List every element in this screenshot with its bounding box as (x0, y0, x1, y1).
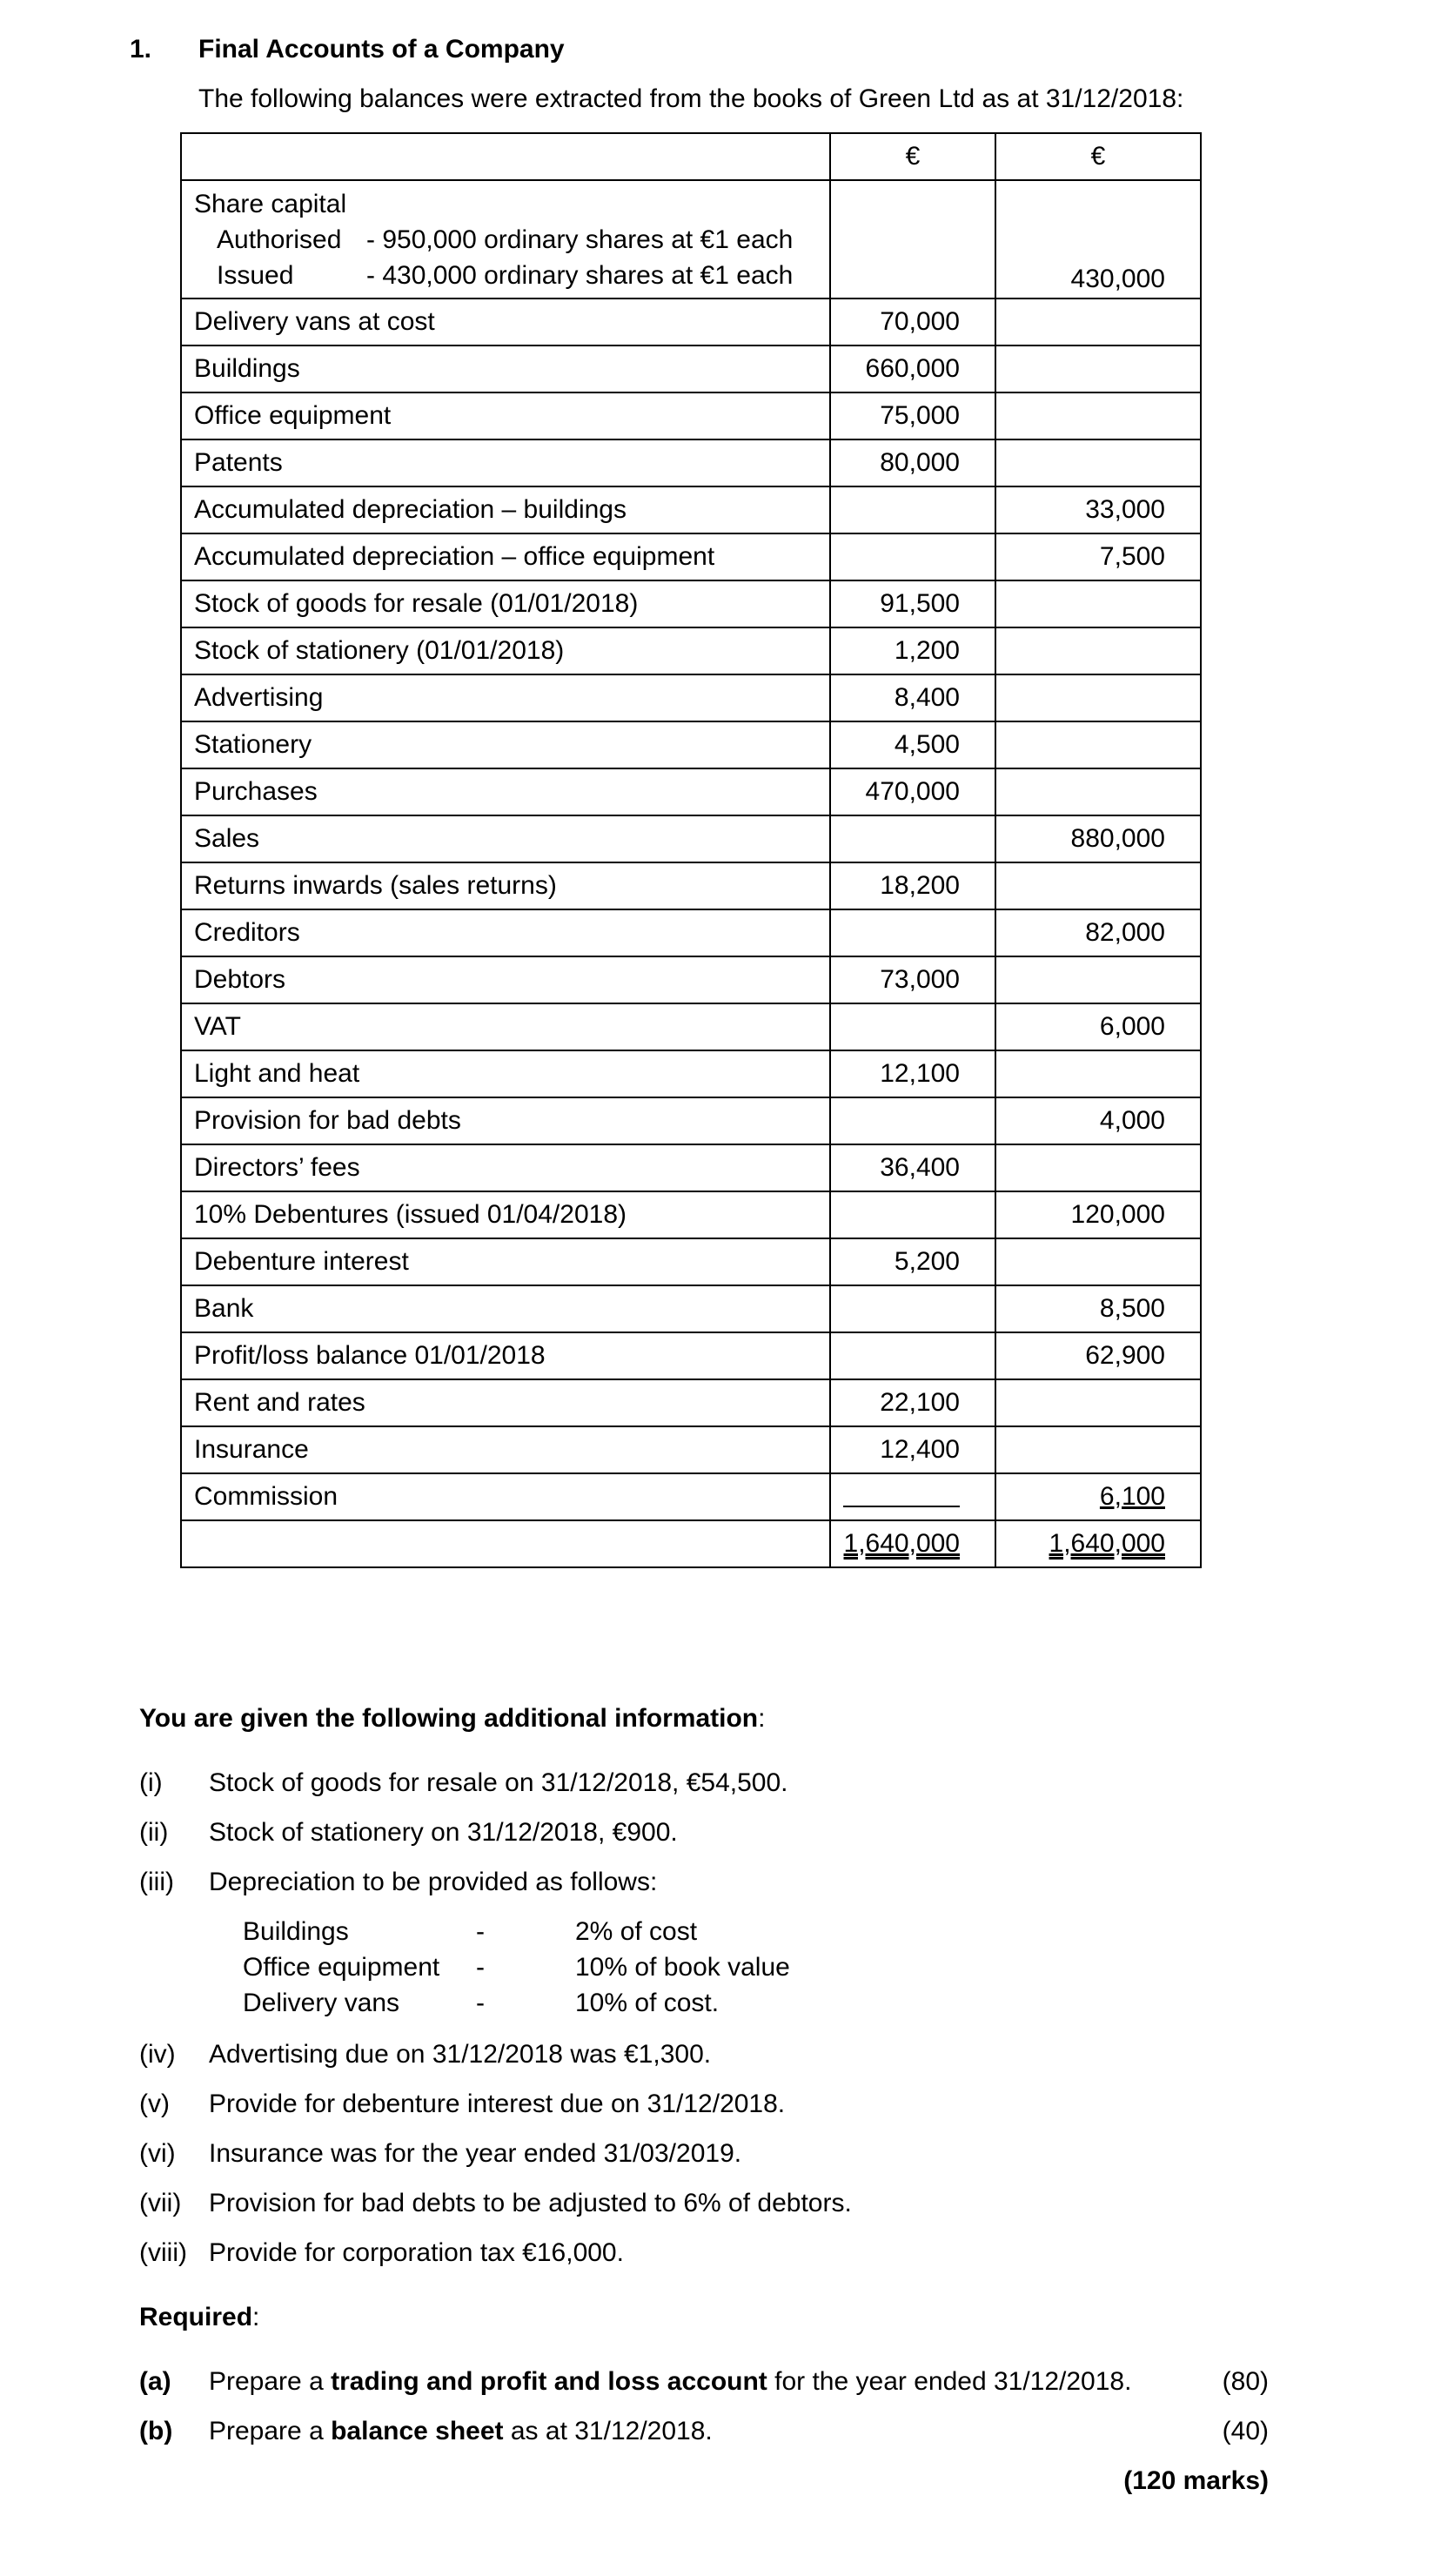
commission-row (181, 1473, 1201, 1520)
row-credit (995, 345, 1201, 392)
share-issued-value: - 430,000 ordinary shares at €1 each (366, 261, 794, 290)
table-row (181, 1003, 1201, 1050)
row-debit: 12,400 (830, 1426, 995, 1473)
row-credit (995, 721, 1201, 768)
depreciation-asset: Delivery vans (243, 1989, 400, 2017)
row-credit (995, 862, 1201, 909)
row-credit (995, 768, 1201, 815)
row-desc: Stationery (181, 721, 830, 768)
row-desc: Debtors (181, 956, 830, 1003)
required-a-bold: trading and profit and loss account (331, 2367, 767, 2396)
depreciation-dash: - (476, 1953, 485, 1982)
list-item-num: (iv) (139, 2040, 176, 2069)
list-item (139, 2040, 711, 2070)
required-a-label: (a) (139, 2367, 171, 2396)
row-debit (830, 1003, 995, 1050)
row-credit: 6,000 (995, 1003, 1201, 1050)
required-a-marks: (80) (1222, 2367, 1269, 2396)
row-debit (830, 1097, 995, 1144)
required-b-label: (b) (139, 2417, 173, 2445)
header-currency-dr: € (830, 133, 995, 180)
row-debit (830, 533, 995, 580)
list-item (139, 2238, 624, 2268)
total-marks: (120 marks) (1123, 2466, 1269, 2495)
commission-dr (830, 1473, 995, 1520)
row-debit: 18,200 (830, 862, 995, 909)
share-capital-cr: 430,000 (995, 180, 1201, 299)
table-row (181, 768, 1201, 815)
row-debit (830, 909, 995, 956)
table-row (181, 1285, 1201, 1332)
row-credit (995, 1426, 1201, 1473)
share-capital-dr (830, 180, 995, 299)
row-debit: 91,500 (830, 580, 995, 627)
required-heading-colon: : (252, 2303, 260, 2331)
share-authorised-key: Authorised (217, 225, 342, 254)
row-debit (830, 486, 995, 533)
row-credit (995, 299, 1201, 345)
depreciation-row (243, 1917, 697, 1947)
table-row (181, 956, 1201, 1003)
required-a-post: for the year ended 31/12/2018. (767, 2367, 1132, 2396)
trial-balance-table (180, 132, 1202, 1568)
table-row (181, 1238, 1201, 1285)
list-item-text: Depreciation to be provided as follows: (209, 1868, 658, 1896)
table-row (181, 815, 1201, 862)
row-credit (995, 1379, 1201, 1426)
row-debit: 75,000 (830, 392, 995, 439)
additional-heading-colon: : (758, 1704, 766, 1733)
row-desc: Sales (181, 815, 830, 862)
required-item-a (139, 2367, 1131, 2397)
row-debit: 22,100 (830, 1379, 995, 1426)
list-item (139, 1868, 657, 1897)
row-desc: Buildings (181, 345, 830, 392)
depreciation-asset: Office equipment (243, 1953, 440, 1982)
header-currency-cr: € (995, 133, 1201, 180)
additional-heading-text: You are given the following additional information (139, 1704, 759, 1733)
row-credit (995, 439, 1201, 486)
table-row (181, 862, 1201, 909)
row-debit: 1,200 (830, 627, 995, 674)
row-desc: Debenture interest (181, 1238, 830, 1285)
list-item (139, 2189, 852, 2218)
row-debit: 80,000 (830, 439, 995, 486)
share-capital-row (181, 180, 1201, 299)
depreciation-row (243, 1989, 719, 2018)
list-item (139, 1768, 787, 1798)
row-credit: 33,000 (995, 486, 1201, 533)
row-desc: Delivery vans at cost (181, 299, 830, 345)
required-a-pre: Prepare a (209, 2367, 332, 2396)
share-capital-label: Share capital (194, 190, 347, 218)
list-item-num: (i) (139, 1768, 163, 1797)
row-credit: 62,900 (995, 1332, 1201, 1379)
row-desc: Office equipment (181, 392, 830, 439)
list-item-text: Provide for debenture interest due on 31/12/2018. (209, 2090, 786, 2118)
table-row (181, 721, 1201, 768)
list-item (139, 2139, 741, 2169)
commission-cr-value: 6,100 (1099, 1482, 1165, 1511)
list-item (139, 1818, 678, 1848)
row-desc: Light and heat (181, 1050, 830, 1097)
required-b-bold: balance sheet (331, 2417, 504, 2445)
list-item-text: Stock of stationery on 31/12/2018, €900. (209, 1818, 678, 1847)
row-desc: Accumulated depreciation – office equipment (181, 533, 830, 580)
depreciation-dash: - (476, 1917, 485, 1946)
row-desc: Purchases (181, 768, 830, 815)
row-credit: 880,000 (995, 815, 1201, 862)
row-debit (830, 1332, 995, 1379)
row-debit: 4,500 (830, 721, 995, 768)
row-debit (830, 815, 995, 862)
list-item-num: (ii) (139, 1818, 169, 1847)
share-capital-desc (181, 180, 830, 299)
list-item-text: Provision for bad debts to be adjusted to 6% of debtors. (209, 2189, 852, 2217)
list-item-text: Stock of goods for resale on 31/12/2018, €54,500. (209, 1768, 788, 1797)
row-credit (995, 627, 1201, 674)
list-item-text: Advertising due on 31/12/2018 was €1,300. (209, 2040, 712, 2069)
commission-cr (995, 1473, 1201, 1520)
additional-heading (139, 1704, 765, 1734)
list-item (139, 2090, 785, 2119)
row-desc: Profit/loss balance 01/01/2018 (181, 1332, 830, 1379)
row-desc: Stock of goods for resale (01/01/2018) (181, 580, 830, 627)
table-row (181, 1097, 1201, 1144)
header-blank (181, 133, 830, 180)
share-authorised-line (194, 222, 817, 258)
table-header-row (181, 133, 1201, 180)
table-row (181, 1332, 1201, 1379)
depreciation-rate: 10% of cost. (575, 1989, 720, 2017)
row-credit (995, 392, 1201, 439)
row-credit (995, 1238, 1201, 1285)
list-item-num: (vii) (139, 2189, 182, 2217)
table-row (181, 439, 1201, 486)
row-credit: 82,000 (995, 909, 1201, 956)
depreciation-dash: - (476, 1989, 485, 2017)
row-desc: Stock of stationery (01/01/2018) (181, 627, 830, 674)
row-debit: 470,000 (830, 768, 995, 815)
row-desc: Creditors (181, 909, 830, 956)
row-debit: 5,200 (830, 1238, 995, 1285)
table-row (181, 486, 1201, 533)
commission-desc: Commission (181, 1473, 830, 1520)
list-item-num: (iii) (139, 1868, 174, 1896)
list-item-text: Insurance was for the year ended 31/03/2019. (209, 2139, 742, 2168)
row-debit: 660,000 (830, 345, 995, 392)
row-credit: 4,000 (995, 1097, 1201, 1144)
depreciation-rate: 2% of cost (575, 1917, 698, 1946)
question-number: 1. (130, 35, 152, 64)
totals-cr (995, 1520, 1201, 1567)
share-issued-key: Issued (217, 261, 294, 290)
row-credit: 7,500 (995, 533, 1201, 580)
required-b-post: as at 31/12/2018. (503, 2417, 713, 2445)
list-item-num: (viii) (139, 2238, 187, 2267)
share-issued-line (194, 258, 817, 293)
table-row (181, 533, 1201, 580)
depreciation-rate: 10% of book value (575, 1953, 790, 1982)
row-debit: 70,000 (830, 299, 995, 345)
totals-dr-value: 1,640,000 (843, 1529, 960, 1558)
row-credit (995, 1144, 1201, 1191)
row-credit (995, 1050, 1201, 1097)
share-authorised-value: - 950,000 ordinary shares at €1 each (366, 225, 794, 254)
table-row (181, 909, 1201, 956)
required-b-marks: (40) (1222, 2417, 1269, 2445)
row-credit (995, 674, 1201, 721)
required-b-pre: Prepare a (209, 2417, 332, 2445)
table-row (181, 299, 1201, 345)
depreciation-row (243, 1953, 790, 1982)
row-desc: Bank (181, 1285, 830, 1332)
row-desc: Advertising (181, 674, 830, 721)
row-desc: Insurance (181, 1426, 830, 1473)
table-row (181, 1050, 1201, 1097)
table-row (181, 1191, 1201, 1238)
table-row (181, 1144, 1201, 1191)
row-credit (995, 956, 1201, 1003)
row-desc: 10% Debentures (issued 01/04/2018) (181, 1191, 830, 1238)
row-desc: Returns inwards (sales returns) (181, 862, 830, 909)
question-intro: The following balances were extracted from the books of Green Ltd as at 31/12/2018: (198, 84, 1184, 113)
list-item-text: Provide for corporation tax €16,000. (209, 2238, 624, 2267)
row-credit: 120,000 (995, 1191, 1201, 1238)
totals-desc (181, 1520, 830, 1567)
table-row (181, 627, 1201, 674)
required-heading-text: Required (139, 2303, 253, 2331)
totals-dr (830, 1520, 995, 1567)
table-row (181, 1426, 1201, 1473)
row-desc: Directors’ fees (181, 1144, 830, 1191)
row-desc: Rent and rates (181, 1379, 830, 1426)
table-row (181, 1379, 1201, 1426)
list-item-num: (vi) (139, 2139, 176, 2168)
required-heading (139, 2303, 259, 2332)
row-credit: 8,500 (995, 1285, 1201, 1332)
row-desc: VAT (181, 1003, 830, 1050)
row-debit: 8,400 (830, 674, 995, 721)
table-row (181, 392, 1201, 439)
commission-dr-rule (843, 1479, 960, 1507)
required-item-b (139, 2417, 713, 2446)
totals-row (181, 1520, 1201, 1567)
table-row (181, 674, 1201, 721)
table-row (181, 580, 1201, 627)
row-debit (830, 1191, 995, 1238)
row-desc: Provision for bad debts (181, 1097, 830, 1144)
row-debit: 12,100 (830, 1050, 995, 1097)
row-desc: Accumulated depreciation – buildings (181, 486, 830, 533)
list-item-num: (v) (139, 2090, 170, 2118)
table-row (181, 345, 1201, 392)
depreciation-asset: Buildings (243, 1917, 349, 1946)
row-debit (830, 1285, 995, 1332)
question-title: Final Accounts of a Company (198, 35, 565, 64)
row-debit: 36,400 (830, 1144, 995, 1191)
row-credit (995, 580, 1201, 627)
totals-cr-value: 1,640,000 (1049, 1529, 1165, 1558)
row-desc: Patents (181, 439, 830, 486)
row-debit: 73,000 (830, 956, 995, 1003)
